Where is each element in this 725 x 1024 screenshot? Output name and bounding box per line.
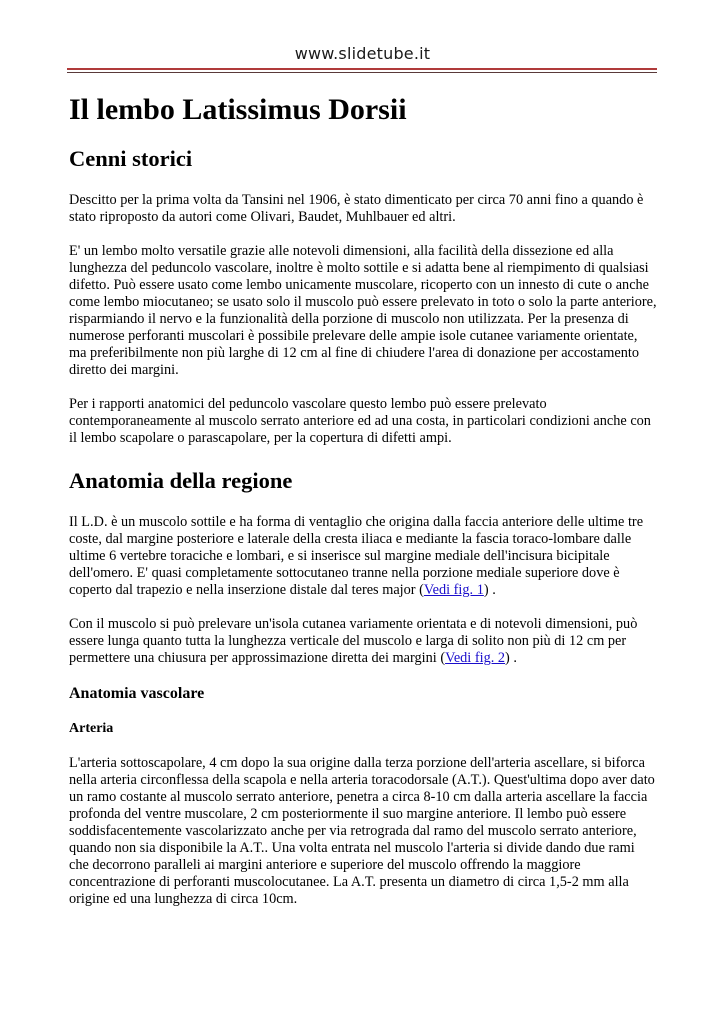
document-title: Il lembo Latissimus Dorsii <box>69 93 407 126</box>
subsubsection-heading-arteria: Arteria <box>69 721 114 736</box>
site-header-url: www.slidetube.it <box>294 44 431 63</box>
section-anatomia-regione <box>69 466 657 908</box>
paragraph-history: Descitto per la prima volta da Tansini nel 1906, è stato dimenticato per circa 70 anni fino a quando è stato riproposto da autori come Olivari, Baudet, Muhlbauer ed altri. <box>69 192 644 225</box>
header-divider <box>67 68 657 70</box>
paragraph-skin-tail: ) . <box>505 650 517 666</box>
figure-2-link[interactable]: Vedi fig. 2 <box>445 650 506 666</box>
document-body <box>69 86 657 925</box>
paragraph-versatility: E' un lembo molto versatile grazie alle notevoli dimensioni, alla facilità della dissezione ed alla lunghezza del peduncolo vascolare, inoltre è molto sottile e si adatta bene al riempimento di qualsiasi difetto. Può essere usato come lembo unicamente muscolare, ricoperto con un innesto di cute o anche come lembo miocutaneo; se usato solo il muscolo può essere prelevato in toto o solo la parte anteriore, risparmiando il nervo e la funzionalità della porzione di muscolo non utilizzata. Per la presenza di numerose perforanti muscolari è possibile prelevare delle ampie isole cutanee variamente orientate, ma preferibilmente non più larghe di 12 cm al fine di chiudere l'area di donazione per accostamento diretto dei margini. <box>69 243 657 378</box>
section-cenni-storici <box>69 144 657 447</box>
paragraph-skin-island <box>69 616 657 667</box>
section-heading-anatomia-regione: Anatomia della regione <box>69 468 293 493</box>
figure-1-link[interactable]: Vedi fig. 1 <box>423 582 484 598</box>
paragraph-muscle-text: Il L.D. è un muscolo sottile e ha forma di ventaglio che origina dalla faccia anteriore delle ultime tre coste, dal margine posteriore e laterale della cresta iliaca e mediante la fascia toraco-lombare dalle ultime 6 vertebre toraciche e lombari, e si inserisce sul margine mediale dell'incisura bicipitale dell'omero. E' quasi completamente sottocutaneo tranne nella porzione mediale superiore dove è coperto dal trapezio e nella inserzione distale dal teres major ( <box>69 514 644 598</box>
paragraph-vascular-relations: Per i rapporti anatomici del peduncolo vascolare questo lembo può essere prelevato contemporaneamente al muscolo serrato anteriore ed ad una costa, in particolari condizioni anche con il lembo scapolare o parascapolare, per la copertura di difetti ampi. <box>69 396 651 446</box>
subsection-heading-anatomia-vascolare: Anatomia vascolare <box>69 685 205 702</box>
section-heading-cenni-storici: Cenni storici <box>69 146 193 171</box>
header-divider-thin <box>67 72 657 73</box>
paragraph-skin-text: Con il muscolo si può prelevare un'isola cutanea variamente orientata e di notevoli dimensioni, può essere lunga quanto tutta la lunghezza verticale del muscolo e larga di solito non più di 12 cm per permettere una chiusura per approssimazione diretta dei margini ( <box>69 616 638 666</box>
paragraph-muscle-tail: ) . <box>483 582 496 598</box>
paragraph-arteria: L'arteria sottoscapolare, 4 cm dopo la sua origine dalla terza porzione dell'arteria ascellare, si biforca nella arteria circonflessa della scapola e nella arteria toracodorsale (A.T.). Quest'ultima dopo aver dato un ramo costante al muscolo serrato anteriore, penetra a circa 8-10 cm dalla arteria ascellare la faccia profonda del ventre muscolare, 2 cm posteriormente il suo margine anteriore. Il lembo può essere soddisfacentemente vascolarizzato anche per via retrograda dal ramo del muscolo serrato anteriore, quando non sia disponibile la A.T.. Una volta entrata nel muscolo l'arteria si divide dando due rami che decorrono paralleli ai margini anteriore e superiore del muscolo offrendo la maggiore concentrazione di perforanti muscolocutanee. La A.T. presenta un diametro di circa 1,5-2 mm alla origine ed una lunghezza di circa 10cm. <box>69 755 655 907</box>
paragraph-muscle-description <box>69 514 657 599</box>
